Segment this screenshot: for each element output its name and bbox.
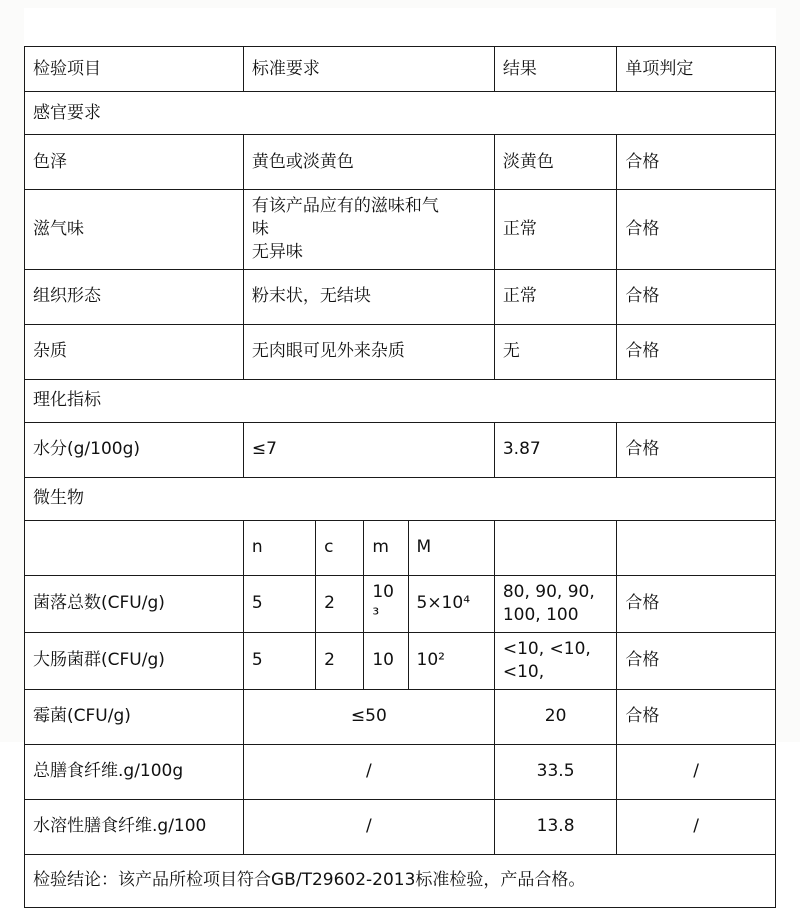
row-judgement-coliform: 合格 (617, 632, 776, 689)
row-item-moisture: 水分(g/100g) (25, 422, 244, 477)
row-item-texture: 组织形态 (25, 269, 244, 324)
table-row (25, 135, 776, 190)
row-item-impurity: 杂质 (25, 324, 244, 379)
blank-cell (243, 8, 494, 47)
row-standard-impurity: 无肉眼可见外来杂质 (243, 324, 494, 379)
column-header-judgement: 单项判定 (617, 47, 776, 92)
row-result-line2: <10, (502, 661, 545, 682)
section-title-sensory: 感官要求 (25, 92, 776, 135)
row-m-coliform: 10 (364, 632, 408, 689)
row-item-soluble-dietary-fibre: 水溶性膳食纤维.g/100 (25, 799, 244, 854)
micro-subheader-result-blank (494, 520, 616, 575)
row-standard-taste-line1: 有该产品应有的滋味和气 (251, 196, 439, 216)
conclusion-text: 检验结论：该产品所检项目符合GB/T29602-2013标准检验，产品合格。 (25, 854, 776, 907)
row-item-total-plate-count: 菌落总数(CFU/g) (25, 575, 244, 632)
micro-subheader-judgement-blank (617, 520, 776, 575)
row-standard-mould: ≤50 (243, 689, 494, 744)
table-top-blank-row (25, 8, 776, 47)
row-m-total-plate-count: 10³ (364, 575, 408, 632)
row-item-coliform: 大肠菌群(CFU/g) (25, 632, 244, 689)
table-row (25, 422, 776, 477)
column-header-item: 检验项目 (25, 47, 244, 92)
row-standard-taste-line2: 味 (251, 218, 269, 239)
conclusion-row (25, 854, 776, 907)
section-row-microbio (25, 477, 776, 520)
row-M-total-plate-count: 5×10⁴ (408, 575, 494, 632)
row-result-total-plate-count (494, 575, 616, 632)
section-row-sensory (25, 92, 776, 135)
table-row (25, 744, 776, 799)
section-row-physchem (25, 379, 776, 422)
row-result-coliform (494, 632, 616, 689)
row-judgement-total-dietary-fibre: / (617, 744, 776, 799)
row-item-taste: 滋气味 (25, 190, 244, 270)
row-result-impurity: 无 (494, 324, 616, 379)
row-n-coliform: 5 (243, 632, 315, 689)
column-header-result: 结果 (494, 47, 616, 92)
row-item-total-dietary-fibre: 总膳食纤维.g/100g (25, 744, 244, 799)
inspection-report-table (24, 8, 776, 908)
row-result-total-dietary-fibre: 33.5 (494, 744, 616, 799)
row-result-soluble-dietary-fibre: 13.8 (494, 799, 616, 854)
row-result-line2: 100, 100 (502, 604, 579, 625)
row-standard-moisture: ≤7 (243, 422, 494, 477)
row-M-coliform: 10² (408, 632, 494, 689)
row-result-mould: 20 (494, 689, 616, 744)
micro-subheader-c: c (316, 520, 364, 575)
row-result-texture: 正常 (494, 269, 616, 324)
blank-cell (25, 8, 244, 47)
table-row (25, 190, 776, 270)
micro-subheader-M: M (408, 520, 494, 575)
row-result-taste: 正常 (494, 190, 616, 270)
row-n-total-plate-count: 5 (243, 575, 315, 632)
row-result-moisture: 3.87 (494, 422, 616, 477)
micro-subheader-row (25, 520, 776, 575)
table-row (25, 324, 776, 379)
table-row (25, 269, 776, 324)
blank-cell (617, 8, 776, 47)
row-judgement-soluble-dietary-fibre: / (617, 799, 776, 854)
blank-cell (494, 8, 616, 47)
row-standard-taste (243, 190, 494, 270)
row-result-line1: <10, <10, (502, 638, 591, 659)
table-row (25, 575, 776, 632)
section-title-physchem: 理化指标 (25, 379, 776, 422)
row-item-color: 色泽 (25, 135, 244, 190)
micro-subheader-m: m (364, 520, 408, 575)
table-row (25, 799, 776, 854)
inspection-report-table-wrapper (24, 8, 776, 908)
row-standard-color: 黄色或淡黄色 (243, 135, 494, 190)
row-judgement-color: 合格 (617, 135, 776, 190)
row-judgement-taste: 合格 (617, 190, 776, 270)
row-judgement-total-plate-count: 合格 (617, 575, 776, 632)
table-header-row (25, 47, 776, 92)
table-row (25, 689, 776, 744)
row-c-coliform: 2 (316, 632, 364, 689)
micro-subheader-n: n (243, 520, 315, 575)
row-standard-taste-line3: 无异味 (251, 241, 303, 262)
section-title-microbio: 微生物 (25, 477, 776, 520)
row-judgement-impurity: 合格 (617, 324, 776, 379)
row-c-total-plate-count: 2 (316, 575, 364, 632)
row-judgement-mould: 合格 (617, 689, 776, 744)
micro-subheader-blank (25, 520, 244, 575)
row-standard-texture: 粉末状，无结块 (243, 269, 494, 324)
column-header-standard: 标准要求 (243, 47, 494, 92)
row-result-line1: 80, 90, 90, (502, 581, 595, 602)
row-standard-soluble-dietary-fibre: / (243, 799, 494, 854)
row-standard-total-dietary-fibre: / (243, 744, 494, 799)
row-judgement-moisture: 合格 (617, 422, 776, 477)
row-result-color: 淡黄色 (494, 135, 616, 190)
row-judgement-texture: 合格 (617, 269, 776, 324)
row-item-mould: 霉菌(CFU/g) (25, 689, 244, 744)
table-row (25, 632, 776, 689)
